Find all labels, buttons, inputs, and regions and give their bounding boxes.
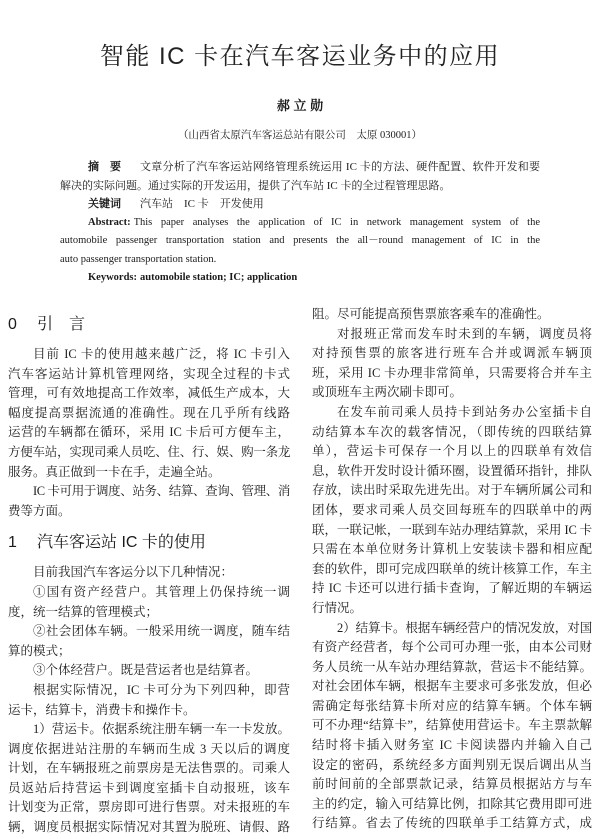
abstract-en-first-line [60,214,540,233]
right-column [312,305,592,839]
text-line: ②社会团体车辆。一般采用统一调度，随车结 [33,624,290,639]
text-line: 有资产经营者，每个公司可办理一张，由本公司财 [312,640,592,655]
paragraph [312,305,592,325]
keywords-en-line [60,269,540,288]
text-line: 对报班正常而发车时未到的车辆，调度员将 [337,326,592,341]
paragraph [8,661,290,681]
text-line: 管理，可有效地提高工作效率，减低生产成本，大 [8,386,290,401]
keywords-zh-value: 汽车站 IC 卡 开发使用 [140,198,264,210]
text-line: 需确定每张结算卡所对应的结算车辆。个体车辆 [312,698,592,713]
text-line: 对持预售票的旅客进行班车合并或调派车辆顶 [312,346,592,361]
text-line: 在发车前司乘人员持卡到站务办公室插卡自 [337,404,592,419]
text-line: 行结算。省去了传统的四联单手工结算方式，成 [312,816,592,831]
text-line: 套的软件，即可完成四联单的统计核算工作，车主 [312,561,592,576]
abstract-zh-first-line [60,158,540,177]
text-line: 务人员统一从车站办理结算款，营运卡不能结算。 [312,659,592,674]
text-line: 班，采用 IC 卡办理非常简单，只需要将合并车主 [312,365,592,380]
text-line: 辆，调度员根据实际情况对其置为脱班、请假、路 [8,820,290,835]
section-heading [8,310,290,340]
paper-title: 智能 IC 卡在汽车客运业务中的应用 [99,43,501,70]
text-line: 联，一联记帐，一联到车站办理结算款，采用 IC 卡 [312,522,592,537]
abstract-en-text: automobile passenger transportation station and presents the all－round management of IC in the [60,235,540,246]
paragraph [312,403,592,619]
text-line: 动结算本车次的载客情况，（即传统的四联结算 [312,424,592,439]
text-line: IC 卡可用于调度、站务、结算、查询、管理、消 [33,484,290,499]
text-line: 服务。真正做到一卡在手，走遍全站。 [8,464,221,479]
text-line: 结时将卡插入财务室 IC 卡阅读器内并输入自己 [312,738,592,753]
section-heading [8,528,290,558]
text-line: 根据实际情况，IC 卡可分为下列四种，即营 [33,682,290,697]
text-line: ①国有资产经营户。其管理上仍保持统一调 [33,584,290,599]
text-line: 息，软件开发时设计循环圈，设置循环指针，排队 [312,463,592,478]
keywords-en-value: automobile station; IC; application [140,272,298,283]
author-name: 郝 立 勋 [276,98,324,113]
paragraph [8,681,290,720]
text-line: 运卡，结算卡，消费卡和操作卡。 [8,702,196,717]
text-line: 调度依据进站注册的车辆而生成 3 天以后的调度 [8,741,290,756]
abstract-en-text: auto passenger transportation station. [60,253,217,265]
paragraph [312,619,592,835]
text-line: 阻。尽可能提高预售票旅客乘车的准确性。 [312,307,550,321]
text-line: 只需在本单位财务计算机上安装读卡器和相应配 [312,542,592,557]
paragraph [8,563,290,583]
paragraph [8,583,290,622]
text-line: 幅度提高票据流通的准确性。现在几乎所有线路 [8,405,290,420]
text-line: 行情况。 [312,600,363,615]
text-line: 单），营运卡可保存一个月以上的四联单有效信 [312,444,592,459]
abstract-block [60,158,540,288]
keywords-zh-label: 关键词 [88,198,121,210]
text-line: 2）结算卡。根据车辆经营户的情况发放，对国 [337,620,592,635]
text-line: 汽车客运站计算机管理网络，实现全过程的卡式 [8,366,290,381]
text-line: 员返站后持营运卡到调度室插卡自动报班，该车 [8,780,290,795]
text-line: 持 IC 卡还可以进行插卡查询，了解近期的车辆运 [312,581,592,596]
text-line: 目前我国汽车客运分以下几种情况： [33,565,234,580]
text-line: 前时间前的全部票款记录，结算员根据站方与车 [312,777,592,792]
paragraph [8,345,290,482]
text-line: 设定的密码，系统经多方面判别无误后调出从当 [312,757,592,772]
text-line: 度，统一结算的管理模式； [8,604,159,619]
section-title: 汽车客运站 IC 卡的使用 [37,534,206,552]
section-number: 0 [8,316,17,333]
text-line: 可不办理“结算卡”，结算使用营运卡。车主票款解 [312,718,592,733]
text-line: 方便车站，实现司乘人员吃、住、行、娱、购一条龙 [8,444,290,459]
paragraph [8,482,290,521]
author-affiliation: （山西省太原汽车客运总站有限公司 太原 030001） [177,130,423,141]
paragraph [8,720,290,838]
text-line: 计划，在车辆报班之前票房是无法售票的。司乘人 [8,761,290,776]
keywords-zh-line [60,195,540,214]
text-line: 对社会团体车辆，根据车主要求可多张发放，但必 [312,679,592,694]
text-line: 算的模式； [8,643,71,658]
paragraph [8,622,290,661]
keywords-en-label: Keywords: [88,272,137,283]
left-column [8,303,290,839]
section-title: 引 言 [37,316,86,333]
text-line: 或顶班车主两次刷卡即可。 [312,385,463,400]
text-line: 1）营运卡。依据系统注册车辆一车一卡发放。 [33,722,290,737]
text-line: 计划变为正常，票房即可进行售票。对未报班的车 [8,800,290,815]
paragraph [312,325,592,403]
abstract-en-label: Abstract: [88,216,131,228]
text-line: ③个体经营户。既是营运者也是结算者。 [33,663,259,678]
text-line: 运营的车辆都在循环，采用 IC 卡后可方便车主， [8,425,290,440]
text-line: 存放，读出时采取先进先出。对于车辆所属公司和 [312,483,592,498]
abstract-zh-text: 解决的实际问题。通过实际的开发运用，提供了汽车站 IC 卡的全过程管理思路。 [60,179,451,192]
text-line: 费等方面。 [8,503,71,518]
text-line: 团体，要求司乘人员交回每班车的四联单中的两 [312,502,592,517]
text-line: 目前 IC 卡的使用越来越广泛，将 IC 卡引入 [33,347,290,361]
abstract-zh-text: 文章分析了汽车客运站网络管理系统运用 IC 卡的方法、硬件配置、软件开发和要 [140,161,540,173]
abstract-zh-label: 摘 要 [88,161,121,173]
text-line: 主的约定，输入可结算比例，扣除其它费用即可进 [312,796,592,811]
section-number: 1 [8,534,17,552]
abstract-en-text: This paper analyses the application of IC in network management system of the [133,216,540,228]
